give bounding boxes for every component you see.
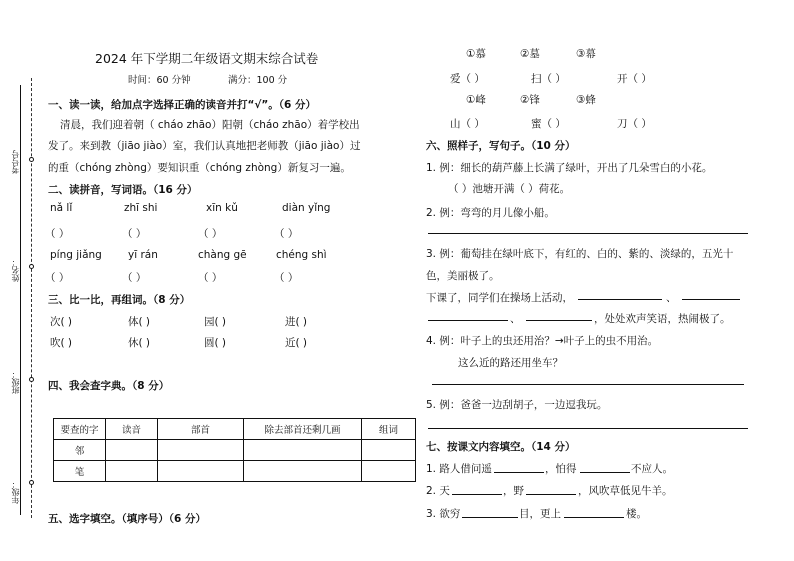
compare-item[interactable]: 体( ) — [128, 316, 151, 328]
answer-blank[interactable]: （ ） — [45, 228, 70, 240]
section-5-heading: 五、选字填空。（填序号）（6 分） — [48, 513, 206, 525]
example-sentence: 3. 例：葡萄挂在绿叶底下，有红的、白的、紫的、淡绿的，五光十 — [426, 248, 734, 260]
pinyin: yī rán — [128, 249, 158, 261]
compare-item[interactable]: 次( ) — [50, 316, 73, 328]
section-3-heading: 三、比一比，再组词。（8 分） — [48, 294, 191, 306]
table-cell-char: 邻 — [54, 440, 106, 461]
example-sentence: 1. 例：细长的葫芦藤上长满了绿叶，开出了几朵雪白的小花。 — [426, 162, 713, 174]
table-header: 部首 — [158, 419, 244, 440]
answer-line[interactable] — [578, 299, 662, 300]
binding-dot — [29, 264, 34, 269]
table-cell-blank[interactable] — [158, 461, 244, 482]
compare-item[interactable]: 休( ) — [128, 337, 151, 349]
table-row — [54, 440, 416, 461]
table-header-row — [54, 419, 416, 440]
grade-label: 年级： — [11, 480, 20, 504]
answer-line[interactable] — [462, 517, 518, 518]
compare-item[interactable]: 圆( ) — [204, 337, 227, 349]
section-1-heading: 一、读一读，给加点字选择正确的读音并打“√”。（6 分） — [48, 99, 317, 111]
pinyin: zhī shi — [124, 202, 158, 214]
fill-sentence[interactable]: （ ）池塘开满（ ）荷花。 — [448, 183, 571, 195]
compare-item[interactable]: 近( ) — [285, 337, 308, 349]
answer-line[interactable] — [432, 384, 744, 385]
option: ③幕 — [576, 48, 596, 60]
fill-blank[interactable]: 蜜（ ） — [531, 118, 566, 130]
poem-line: ，野 — [503, 485, 524, 497]
score-info: 满分：100 分 — [228, 75, 288, 86]
pinyin: chàng gē — [198, 249, 247, 261]
pinyin: xīn kǔ — [206, 202, 238, 214]
table-cell-blank[interactable] — [106, 461, 158, 482]
binding-dot — [29, 157, 34, 162]
option: ③蜂 — [576, 94, 596, 106]
table-header: 读音 — [106, 419, 158, 440]
answer-line[interactable] — [428, 428, 748, 429]
name-label: 姓名： — [11, 258, 20, 282]
table-header: 组词 — [362, 419, 416, 440]
answer-blank[interactable]: （ ） — [122, 228, 147, 240]
fill-blank[interactable]: 山（ ） — [450, 118, 485, 130]
answer-blank[interactable]: （ ） — [198, 272, 223, 284]
table-cell-blank[interactable] — [106, 440, 158, 461]
poem-line: ，风吹草低见牛羊。 — [578, 485, 673, 497]
time-info: 时间：60 分钟 — [128, 75, 191, 86]
example-sentence: 2. 例：弯弯的月儿像小船。 — [426, 207, 555, 219]
pinyin: nǎ lǐ — [50, 202, 73, 214]
compare-item[interactable]: 园( ) — [204, 316, 227, 328]
pinyin: diàn yǐng — [282, 202, 331, 214]
fill-blank[interactable]: 爱（ ） — [450, 73, 485, 85]
answer-line[interactable] — [526, 494, 576, 495]
poem-line: 不应人。 — [631, 463, 673, 475]
answer-line[interactable] — [564, 517, 624, 518]
binding-dot — [29, 480, 34, 485]
separator: 、 — [666, 292, 677, 304]
fill-blank[interactable]: 开（ ） — [617, 73, 652, 85]
compare-item[interactable]: 进( ) — [285, 316, 308, 328]
option: ①峰 — [466, 94, 486, 106]
answer-line[interactable] — [494, 472, 544, 473]
table-row — [54, 461, 416, 482]
compare-item[interactable]: 吹( ) — [50, 337, 73, 349]
answer-line[interactable] — [428, 233, 748, 234]
section-1-line: 清晨，我们迎着朝（ cháo zhāo）阳朝（cháo zhāo）着学校出 — [60, 119, 360, 131]
example-sentence: 4. 例：叶子上的虫还用治？→叶子上的虫不用治。 — [426, 335, 659, 347]
section-2-heading: 二、读拼音，写词语。（16 分） — [48, 184, 198, 196]
poem-line: 楼。 — [626, 508, 647, 520]
table-cell-blank[interactable] — [244, 461, 362, 482]
table-cell-char: 笔 — [54, 461, 106, 482]
section-4-heading: 四、我会查字典。（8 分） — [48, 380, 170, 392]
table-cell-blank[interactable] — [362, 461, 416, 482]
poem-line: 3. 欲穷 — [426, 508, 461, 520]
option: ②墓 — [520, 48, 540, 60]
fill-blank[interactable]: 扫（ ） — [531, 73, 566, 85]
page-title: 2024 年下学期二年级语文期末综合试卷 — [95, 51, 319, 66]
fill-blank[interactable]: 刀（ ） — [617, 118, 652, 130]
table-cell-blank[interactable] — [362, 440, 416, 461]
answer-line[interactable] — [428, 320, 508, 321]
answer-blank[interactable]: （ ） — [274, 228, 299, 240]
exam-number-label: 考号号 — [11, 150, 20, 174]
answer-line[interactable] — [452, 494, 502, 495]
poem-line: 2. 天 — [426, 485, 450, 497]
fill-sentence: 下课了，同学们在操场上活动， — [426, 292, 573, 304]
section-1-line: 发了。来到教（jiāo jiào）室，我们认真地把老师教（jiāo jiào）过 — [48, 140, 361, 152]
answer-line[interactable] — [580, 472, 630, 473]
table-cell-blank[interactable] — [244, 440, 362, 461]
separator: 、 — [510, 313, 521, 325]
section-7-heading: 七、按课文内容填空。（14 分） — [426, 441, 576, 453]
answer-blank[interactable]: （ ） — [122, 272, 147, 284]
answer-blank[interactable]: （ ） — [45, 272, 70, 284]
table-header: 要查的字 — [54, 419, 106, 440]
poem-line: 目，更上 — [519, 508, 561, 520]
answer-blank[interactable]: （ ） — [198, 228, 223, 240]
example-sentence: 色，美丽极了。 — [426, 270, 500, 282]
pinyin: chéng shì — [276, 249, 327, 261]
section-1-line: 的重（chóng zhòng）要知识重（chóng zhòng）新复习一遍。 — [48, 162, 351, 174]
pinyin: píng jiǎng — [50, 249, 102, 261]
table-cell-blank[interactable] — [158, 440, 244, 461]
answer-line[interactable] — [526, 320, 592, 321]
section-6-heading: 六、照样子，写句子。（10 分） — [426, 140, 576, 152]
option: ①慕 — [466, 48, 486, 60]
example-sentence: 5. 例：爸爸一边刮胡子，一边逗我玩。 — [426, 399, 608, 411]
poem-line: ，怕得 — [545, 463, 577, 475]
example-sentence: 这么近的路还用坐车？ — [458, 357, 563, 369]
binding-line — [31, 78, 32, 518]
option: ②锋 — [520, 94, 540, 106]
table-header: 除去部首还剩几画 — [244, 419, 362, 440]
dictionary-table — [53, 418, 416, 482]
answer-blank[interactable]: （ ） — [274, 272, 299, 284]
answer-line[interactable] — [682, 299, 740, 300]
fill-sentence: ，处处欢声笑语，热闹极了。 — [594, 313, 731, 325]
poem-line: 1. 路人借问遥 — [426, 463, 492, 475]
class-label: 班级： — [11, 370, 20, 394]
binding-dot — [29, 377, 34, 382]
